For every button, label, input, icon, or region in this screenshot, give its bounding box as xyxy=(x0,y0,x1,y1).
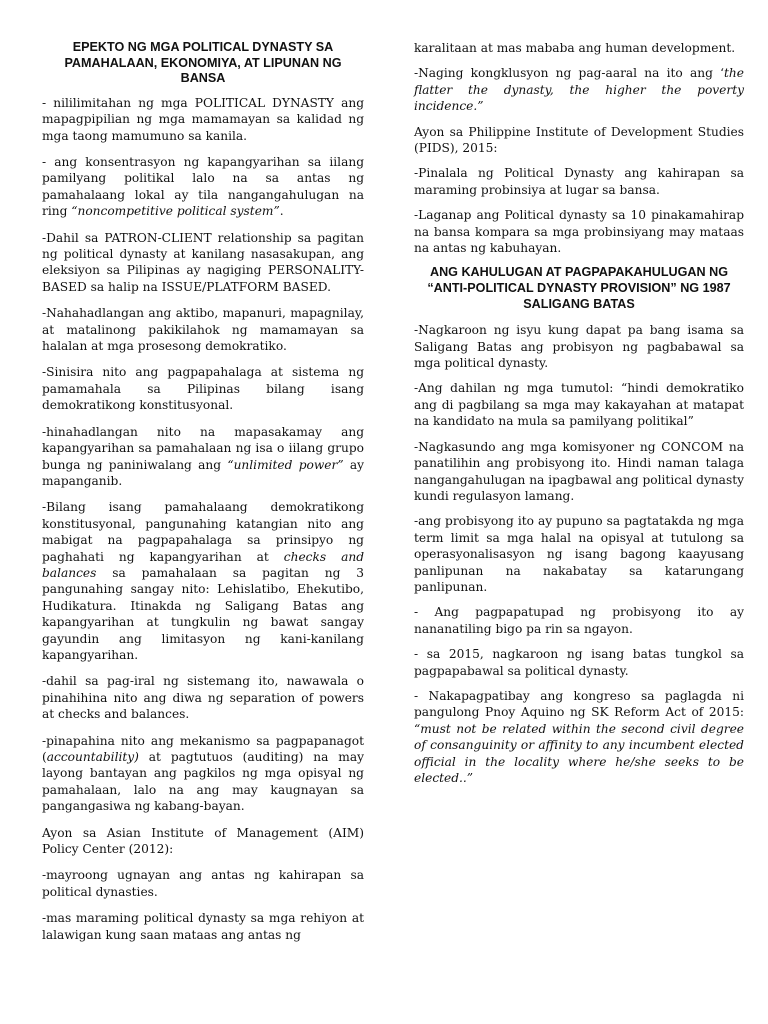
paragraph: -Ang dahilan ng mga tumutol: “hindi demokratiko ang di pagbilang sa mga may kakayahan at matapat na kandidato na mula sa pamilyang politikal” xyxy=(414,381,744,429)
right-column xyxy=(414,40,744,1024)
paragraph: -Naging kongklusyon ng pag-aaral na ito ang ‘the flatter the dynasty, the higher the poverty incidence.” xyxy=(414,66,744,114)
emphasis: the flatter the dynasty, the higher the poverty incidence.” xyxy=(414,66,744,114)
paragraph: -Nahahadlangan ang aktibo, mapanuri, mapagnilay, at matalinong pakikilahok ng mamamayan sa halalan at mga prosesong demokratiko. xyxy=(42,306,364,354)
paragraph: - nililimitahan ng mga POLITICAL DYNASTY ang mapagpipilian ng mga mamamayan sa kalidad ng mga taong mamumuno sa kanila. xyxy=(42,95,364,143)
paragraph: -Laganap ang Political dynasty sa 10 pinakamahirap na bansa kompara sa mga probinsiyang may mataas na antas ng kabuhayan. xyxy=(414,208,744,256)
paragraph: -hinahadlangan nito na mapasakamay ang kapangyarihan sa pamahalaan ng isa o iilang grupo bunga ng paniniwalang ang “unlimited power” ay mapanganib. xyxy=(42,424,364,488)
paragraph: - Ang pagpapatupad ng probisyong ito ay nananatiling bigo pa rin sa ngayon. xyxy=(414,605,744,636)
paragraph: -mayroong ugnayan ang antas ng kahirapan sa political dynasties. xyxy=(42,868,364,899)
paragraph: - Nakapagpatibay ang kongreso sa paglagda ni pangulong Pnoy Aquino ng SK Reform Act of 2015: “must not be related within the second civil degree of consanguinity or affinity to any incumbent elected official in the locality where he/she seeks to be elected..” xyxy=(414,688,744,785)
emphasis: checks and balances xyxy=(42,549,364,580)
paragraph: -Pinalala ng Political Dynasty ang kahirapan sa maraming probinsiya at lugar sa bansa. xyxy=(414,166,744,197)
paragraph: -Nagkaroon ng isyu kung dapat pa bang isama sa Saligang Batas ang probisyon ng pagbabawal sa mga political dynasty. xyxy=(414,323,744,371)
emphasis: “must not be related within the second civil degree of consanguinity or affinity to any incumbent elected official in the locality where he/she seeks to be elected..” xyxy=(414,721,744,785)
paragraph: -dahil sa pag-iral ng sistemang ito, nawawala o pinahihina nito ang diwa ng separation of powers at checks and balances. xyxy=(42,674,364,722)
emphasis: “unlimited power” xyxy=(227,457,344,472)
left-column-title: EPEKTO NG MGA POLITICAL DYNASTY SA PAMAHALAAN, EKONOMIYA, AT LIPUNAN NG BANSA xyxy=(64,40,342,86)
paragraph: Ayon sa Asian Institute of Management (AIM) Policy Center (2012): xyxy=(42,825,364,857)
paragraph: -Nagkasundo ang mga komisyoner ng CONCOM na panatilihin ang probisyong ito. Hindi naman talaga nangangahulugan na ipagbawal ang political dynasty kundi regulasyon lamang. xyxy=(414,439,744,503)
paragraph: -mas maraming political dynasty sa mga rehiyon at lalawigan kung saan mataas ang antas ng xyxy=(42,911,364,942)
left-column xyxy=(42,40,364,1024)
paragraph: Ayon sa Philippine Institute of Development Studies (PIDS), 2015: xyxy=(414,124,744,156)
paragraph: -Dahil sa PATRON-CLIENT relationship sa pagitan ng political dynasty at kanilang nasasakupan, ang eleksiyon sa Pilipinas ay nagiging PERSONALITY-BASED sa halip na ISSUE/PLATFORM BASED. xyxy=(42,230,364,294)
paragraph: -Sinisira nito ang pagpapahalaga at sistema ng pamamahala sa Pilipinas bilang isang demokratikong konstitusyonal. xyxy=(42,365,364,413)
right-column-title: ANG KAHULUGAN AT PAGPAPAKAHULUGAN NG “ANTI-POLITICAL DYNASTY PROVISION” NG 1987 SALIGANG BATAS xyxy=(427,265,731,311)
paragraph: -Bilang isang pamahalaang demokratikong konstitusyonal, pangunahing katangian nito ang mabigat na pagpapahalaga sa prinsipyo ng paghahati ng kapangyarihan at checks and balances sa pamahalaan sa pagitan ng 3 pangunahing sangay nito: Lehislatibo, Ehekutibo, Hudikatura. Itinakda ng Saligang Batas ang kapangyarihan at tungkulin ng bawat sangay gayundin ang limitasyon ng kani-kanilang kapangyarihan. xyxy=(42,500,364,662)
emphasis: “noncompetitive political system” xyxy=(71,204,280,219)
paragraph: -pinapahina nito ang mekanismo sa pagpapanagot (accountability) at pagtutuos (auditing) na may layong bantayan ang pagkilos ng mga opisyal ng pamahalaan, lalo na ang may kaugnayan sa pangangasiwa ng kabang-bayan. xyxy=(42,733,364,814)
emphasis: accountability) xyxy=(46,750,139,764)
paragraph: - ang konsentrasyon ng kapangyarihan sa iilang pamilyang politikal lalo na sa antas ng pamahalaang lokal ay tila nangangahulugan na ring “noncompetitive political system”. xyxy=(42,155,364,219)
paragraph: -ang probisyong ito ay pupuno sa pagtatakda ng mga term limit sa mga halal na opisyal at tutulong sa operasyonalisasyon ng isang bagong kaayusang panlipunan na nakabatay sa katarungang panlipunan. xyxy=(414,514,744,594)
paragraph: - sa 2015, nagkaroon ng isang batas tungkol sa pagpapabawal sa political dynasty. xyxy=(414,647,744,678)
paragraph: karalitaan at mas mababa ang human development. xyxy=(414,41,736,55)
